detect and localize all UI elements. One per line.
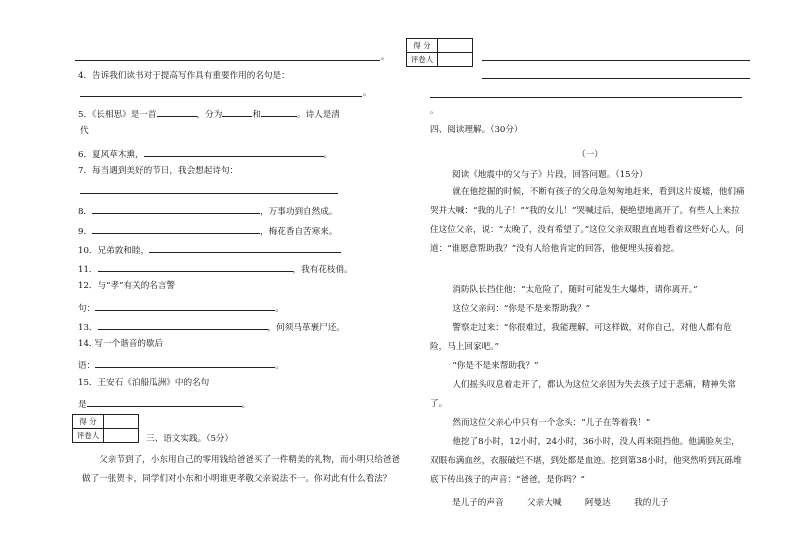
question-9 <box>78 224 337 238</box>
reading-paragraph-8 <box>430 433 748 490</box>
blank[interactable] <box>261 107 297 117</box>
reading-p2-text: 消防队长挡住他：“太危险了，随时可能发生大爆炸，请你离开。” <box>452 285 698 295</box>
question-15: 15．王安石《泊船瓜洲》中的名句 <box>78 378 210 388</box>
grader-label: 评卷人 <box>73 429 104 443</box>
reading-paragraph-1 <box>430 183 748 259</box>
grader-cell[interactable] <box>104 429 139 443</box>
question-5-part-b: ，分为 <box>196 110 223 120</box>
question-13-num: 13． <box>78 323 98 333</box>
period-mark: 。 <box>381 52 390 62</box>
reading-paragraph-2 <box>430 281 748 300</box>
question-13-text: ，何须马革裹尸还。 <box>267 323 345 333</box>
answer-options <box>452 498 669 509</box>
reading-paragraph-7 <box>430 414 748 433</box>
question-11-num: 11． <box>78 265 98 275</box>
question-14-cont <box>78 358 284 372</box>
blank[interactable] <box>87 397 242 407</box>
score-label: 得 分 <box>407 39 438 53</box>
blank[interactable] <box>92 204 260 214</box>
blank[interactable] <box>98 320 268 330</box>
question-9-text: ，梅花香自苦寒来。 <box>260 227 338 237</box>
question-15-cont <box>78 397 250 411</box>
blank[interactable] <box>92 224 260 234</box>
option-4[interactable]: 我的儿子 <box>634 498 669 508</box>
reading-p7-text: 然而这位父亲心中只有一个念头：“儿子在等着我！” <box>452 418 651 428</box>
blank[interactable] <box>144 147 324 157</box>
question-14-label: 语： <box>78 361 96 371</box>
reading-p5-text: “你是不是来帮助我？” <box>452 361 539 371</box>
answer-line <box>75 60 380 61</box>
question-8-num: 8． <box>78 207 93 217</box>
score-label: 得 分 <box>73 415 104 429</box>
question-7: 7．每当遇到美好的节日，我会想起诗句： <box>78 166 239 176</box>
score-box-left <box>72 414 139 443</box>
question-11 <box>78 262 353 276</box>
answer-line[interactable] <box>482 60 750 61</box>
reading-intro: 阅读《地震中的父与子》片段，回答问题。（15分） <box>452 170 648 180</box>
question-6 <box>78 147 332 161</box>
period-mark: 。 <box>275 361 284 371</box>
reading-p3-text: 这位父亲问：“你是不是来帮助我？” <box>452 304 591 314</box>
blank[interactable] <box>149 243 341 253</box>
answer-line[interactable] <box>482 78 750 79</box>
question-10 <box>78 243 341 257</box>
section-3-title: 三、语文实践。（5分） <box>146 434 234 444</box>
question-9-num: 9． <box>78 227 93 237</box>
question-8-text: ，万事功到自然成。 <box>260 207 338 217</box>
question-5-part-a: 5．《长相思》是一首 <box>78 110 157 120</box>
reading-paragraph-4 <box>430 319 748 357</box>
period-mark: 。 <box>430 106 439 116</box>
grader-label: 评卷人 <box>407 53 438 67</box>
reading-paragraph-6 <box>430 376 748 414</box>
option-3[interactable]: 阿曼达 <box>584 498 611 508</box>
answer-line[interactable] <box>80 96 362 97</box>
question-8 <box>78 204 337 218</box>
option-1[interactable]: 是儿子的声音 <box>452 498 504 508</box>
section-3-text: 父亲节到了，小东用自己的零用钱给爸爸买了一件精美的礼物，而小明只给爸爸做了一张贺卡，同学们对小东和小明谁更孝敬父亲说法不一。你对此有什么看法？ <box>82 455 400 484</box>
question-5-part-d: 。诗人是清 <box>296 110 340 120</box>
question-15-label: 是 <box>78 400 87 410</box>
question-12: 12．与“孝”有关的名言警 <box>78 281 176 291</box>
score-cell[interactable] <box>438 39 473 53</box>
question-12-label: 句： <box>78 304 96 314</box>
question-5-part-c: 和 <box>252 110 261 120</box>
reading-p8-text: 他挖了8小时，12小时，24小时，36小时，没人再来阻挡他。他满脸灰尘，双眼布满血丝，衣服破烂不堪，到处都是血迹。挖到第38小时，他突然听到瓦砾堆底下传出孩子的声音：“爸爸，是你吗？” <box>430 437 742 485</box>
section-4-title: 四、阅读理解。（30分） <box>430 125 523 135</box>
blank[interactable] <box>98 262 293 272</box>
question-14: 14. 写一个谐音的歇后 <box>78 339 164 349</box>
score-box-right <box>406 38 473 67</box>
section-4-subtitle: （一） <box>577 150 603 160</box>
blank[interactable] <box>95 358 275 368</box>
score-cell[interactable] <box>104 415 139 429</box>
reading-p4-text: 警察走过来：“你很难过，我能理解，可这样做，对你自己，对他人都有危险，马上回家吧。” <box>430 323 732 352</box>
question-10-text: 10．兄弟敦和睦， <box>78 246 150 256</box>
period-mark: 。 <box>323 150 333 160</box>
question-13 <box>78 320 345 334</box>
period-mark: 。 <box>275 304 284 314</box>
option-2[interactable]: 父亲大喊 <box>527 498 562 508</box>
answer-line[interactable] <box>80 193 338 194</box>
reading-paragraph-5 <box>430 357 748 376</box>
question-11-text: ，我有花枝俏。 <box>292 265 353 275</box>
question-12-cont <box>78 301 284 315</box>
reading-p6-text: 人们摇头叹息着走开了，都认为这位父亲因为失去孩子过于悲痛，精神失常了。 <box>430 380 736 409</box>
question-4: 4．告诉我们读书对于提高写作具有重要作用的名句是： <box>78 71 290 81</box>
blank[interactable] <box>222 107 252 117</box>
question-6-text: 6．夏风草木熏， <box>78 150 144 160</box>
reading-paragraph-3 <box>430 300 748 319</box>
blank[interactable] <box>157 107 197 117</box>
blank[interactable] <box>95 301 275 311</box>
question-5-cont: 代 <box>80 126 89 136</box>
reading-p1-text: 就在他挖掘的时候，不断有孩子的父母急匆匆地赶来，看到这片废墟，他们痛哭并大喊：“我的儿子！”“我的女儿！”哭喊过后，便绝望地离开了。有些人上来拉住这位父亲，说：“太晚了，没有希望了。”这位父亲双眼直直地看着这些好心人，问道：“谁愿意帮助我？”没有人给他肯定的回答，他便埋头接着挖。 <box>430 187 745 254</box>
period-mark: 。 <box>241 400 251 410</box>
question-5 <box>78 107 340 121</box>
grader-cell[interactable] <box>438 53 473 67</box>
section-3-body <box>82 451 400 489</box>
period-mark: 。 <box>363 88 372 98</box>
answer-line[interactable] <box>430 97 742 98</box>
